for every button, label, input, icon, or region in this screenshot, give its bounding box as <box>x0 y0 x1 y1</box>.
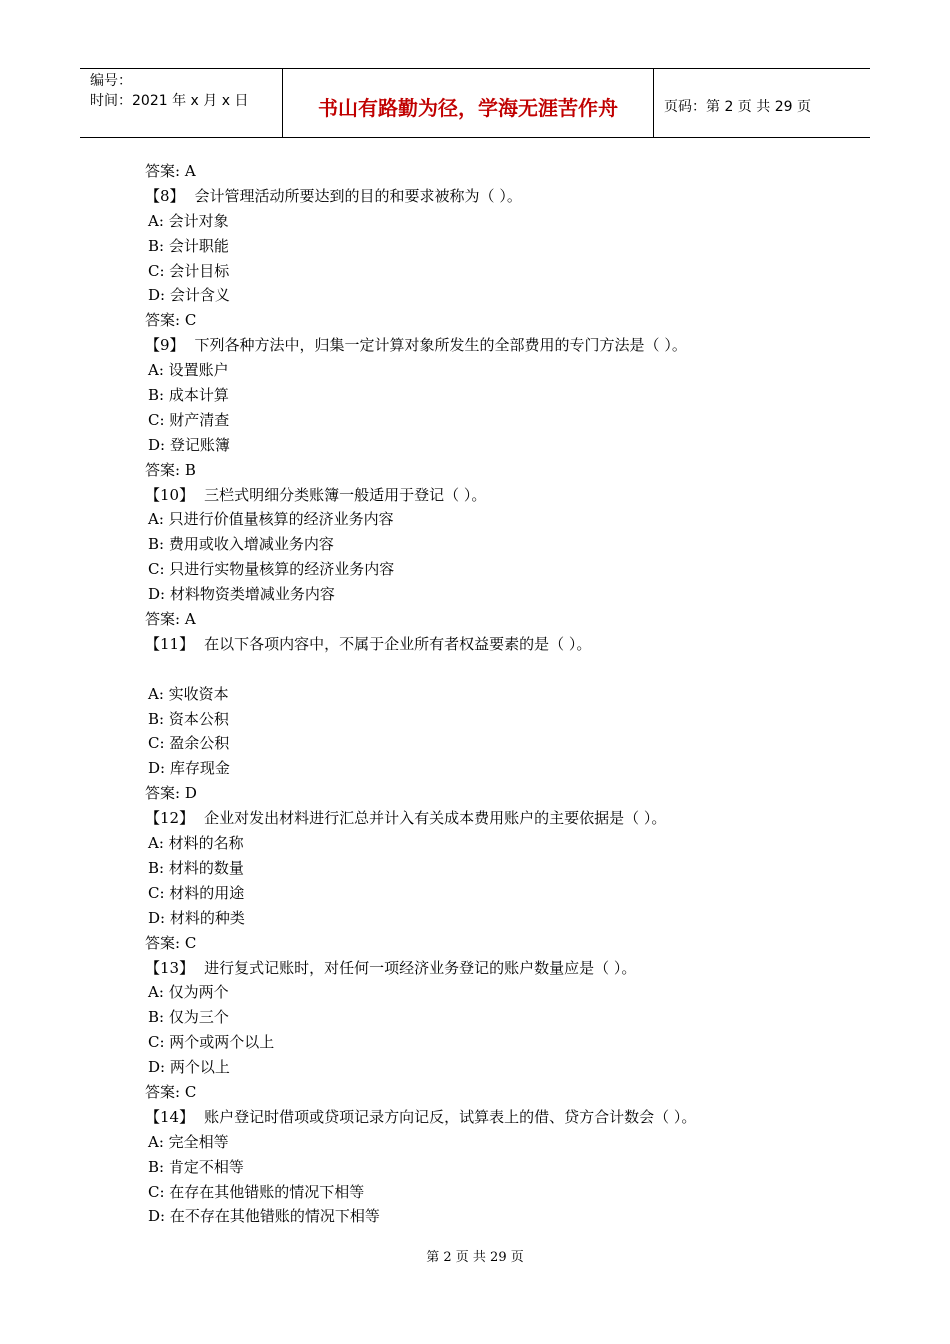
question-line <box>145 806 865 831</box>
answer-line: 答案: C <box>145 311 197 330</box>
question-line <box>145 483 865 508</box>
question-number: 【9】 <box>145 336 185 355</box>
question-line <box>145 632 865 657</box>
answer-line: 答案: B <box>145 460 196 479</box>
answer-line: 答案: A <box>145 162 196 180</box>
option-line: C: 会计目标 <box>148 261 230 280</box>
question-number: 【14】 <box>145 1107 195 1126</box>
page-header <box>80 68 870 138</box>
option-line: D: 两个以上 <box>148 1058 230 1077</box>
option-line: B: 费用或收入增减业务内容 <box>148 535 334 554</box>
option-line: A: 仅为两个 <box>148 983 229 1002</box>
option-line: D: 材料物资类增减业务内容 <box>148 585 335 604</box>
header-page-info: 页码：第 2 页 共 29 页 <box>664 99 811 115</box>
answer-line: 答案: A <box>145 610 196 629</box>
option-line: C: 材料的用途 <box>148 883 245 902</box>
option-line: D: 材料的种类 <box>148 908 245 927</box>
question-stem: 账户登记时借项或贷项记录方向记反，试算表上的借、贷方合计数会（ ）。 <box>204 1107 697 1126</box>
option-line: D: 会计含义 <box>148 286 230 305</box>
option-line: B: 仅为三个 <box>148 1008 229 1027</box>
question-line <box>145 333 865 358</box>
answer-line: 答案: C <box>145 1082 197 1101</box>
document-number-label: 编号： <box>90 73 132 89</box>
option-line: B: 资本公积 <box>148 709 229 728</box>
question-line <box>145 1105 865 1130</box>
option-line: A: 实收资本 <box>148 684 229 703</box>
option-line: A: 材料的名称 <box>148 834 244 853</box>
page-footer: 第 2 页 共 29 页 <box>426 1250 524 1265</box>
question-number: 【8】 <box>145 186 185 205</box>
header-meta <box>80 69 282 137</box>
answer-line: 答案: C <box>145 933 197 952</box>
question-number: 【13】 <box>145 958 195 977</box>
option-line: B: 肯定不相等 <box>148 1157 244 1176</box>
question-number: 【10】 <box>145 485 195 504</box>
document-date: 时间：2021 年 x 月 x 日 <box>90 93 249 109</box>
option-line: C: 在存在其他错账的情况下相等 <box>148 1182 365 1201</box>
option-line: B: 会计职能 <box>148 236 229 255</box>
question-line <box>145 184 865 209</box>
option-line: B: 材料的数量 <box>148 858 244 877</box>
option-line: D: 登记账簿 <box>148 435 230 454</box>
option-line: A: 只进行价值量核算的经济业务内容 <box>148 510 394 529</box>
option-line: D: 在不存在其他错账的情况下相等 <box>148 1207 380 1226</box>
blank-line <box>145 657 865 682</box>
question-stem: 进行复式记账时，对任何一项经济业务登记的账户数量应是（ ）。 <box>204 958 637 977</box>
question-list <box>145 159 865 1229</box>
question-stem: 下列各种方法中，归集一定计算对象所发生的全部费用的专门方法是（ ）。 <box>194 336 687 355</box>
question-number: 【12】 <box>145 809 195 828</box>
option-line: B: 成本计算 <box>148 386 229 405</box>
question-stem: 在以下各项内容中，不属于企业所有者权益要素的是（ ）。 <box>204 634 592 653</box>
header-motto: 书山有路勤为径，学海无涯苦作舟 <box>282 69 654 137</box>
option-line: A: 完全相等 <box>148 1132 229 1151</box>
option-line: C: 财产清查 <box>148 410 230 429</box>
option-line: C: 只进行实物量核算的经济业务内容 <box>148 560 395 579</box>
option-line: A: 设置账户 <box>148 361 229 380</box>
question-stem: 三栏式明细分类账簿一般适用于登记（ ）。 <box>204 485 487 504</box>
question-number: 【11】 <box>145 634 195 653</box>
option-line: A: 会计对象 <box>148 211 229 230</box>
option-line: C: 两个或两个以上 <box>148 1033 275 1052</box>
option-line: C: 盈余公积 <box>148 734 230 753</box>
question-stem: 企业对发出材料进行汇总并计入有关成本费用账户的主要依据是（ ）。 <box>204 809 667 828</box>
question-stem: 会计管理活动所要达到的目的和要求被称为（ ）。 <box>194 186 522 205</box>
answer-line: 答案: D <box>145 784 197 803</box>
question-line <box>145 956 865 981</box>
option-line: D: 库存现金 <box>148 759 230 778</box>
